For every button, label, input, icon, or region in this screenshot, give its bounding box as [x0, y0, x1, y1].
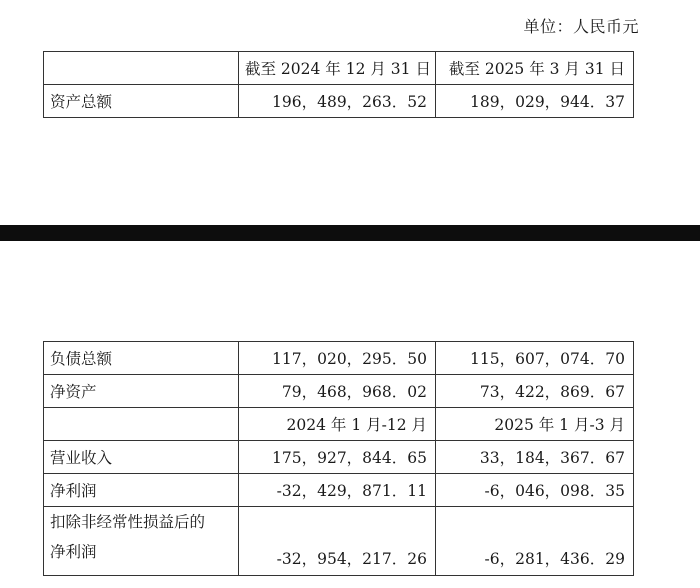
table-row — [44, 85, 634, 118]
table-row — [44, 474, 634, 507]
header-period-2024: 2024 年 1 月-12 月 — [239, 408, 436, 441]
row-value-2025: 73，422，869．67 — [436, 375, 634, 408]
row-value-2025: -6，046，098．35 — [436, 474, 634, 507]
row-value-2024: 117，020，295．50 — [239, 342, 436, 375]
row-label-total-liabilities: 负债总额 — [44, 342, 239, 375]
header-empty-cell — [44, 52, 239, 85]
row-label-adjusted-net-profit — [44, 507, 239, 576]
row-value-2024: -32，429，871．11 — [239, 474, 436, 507]
header-empty-cell — [44, 408, 239, 441]
row-value-2024: 175，927，844．65 — [239, 441, 436, 474]
row-label-total-assets: 资产总额 — [44, 85, 239, 118]
row-value-2025: 189，029，944．37 — [436, 85, 634, 118]
row-value-2025: 115，607，074．70 — [436, 342, 634, 375]
label-line-2: 净利润 — [50, 543, 97, 561]
row-label-net-profit: 净利润 — [44, 474, 239, 507]
row-value-2024: -32，954，217．26 — [239, 507, 436, 576]
header-date-2024: 截至 2024 年 12 月 31 日 — [239, 52, 436, 85]
row-label-revenue: 营业收入 — [44, 441, 239, 474]
financial-summary-table — [43, 341, 634, 576]
header-period-2025: 2025 年 1 月-3 月 — [436, 408, 634, 441]
unit-label: 单位：人民币元 — [523, 17, 639, 36]
table-row — [44, 342, 634, 375]
row-value-2024: 196，489，263．52 — [239, 85, 436, 118]
row-label-net-assets: 净资产 — [44, 375, 239, 408]
black-divider-bar — [0, 225, 700, 241]
table-row — [44, 507, 634, 576]
row-value-2025: -6，281，436．29 — [436, 507, 634, 576]
header-date-2025: 截至 2025 年 3 月 31 日 — [436, 52, 634, 85]
table-row — [44, 375, 634, 408]
table-header-row — [44, 52, 634, 85]
table-row — [44, 441, 634, 474]
row-value-2025: 33，184，367．67 — [436, 441, 634, 474]
label-line-1: 扣除非经常性损益后的 — [50, 513, 206, 531]
row-value-2024: 79，468，968．02 — [239, 375, 436, 408]
period-header-row — [44, 408, 634, 441]
total-assets-table — [43, 51, 634, 118]
